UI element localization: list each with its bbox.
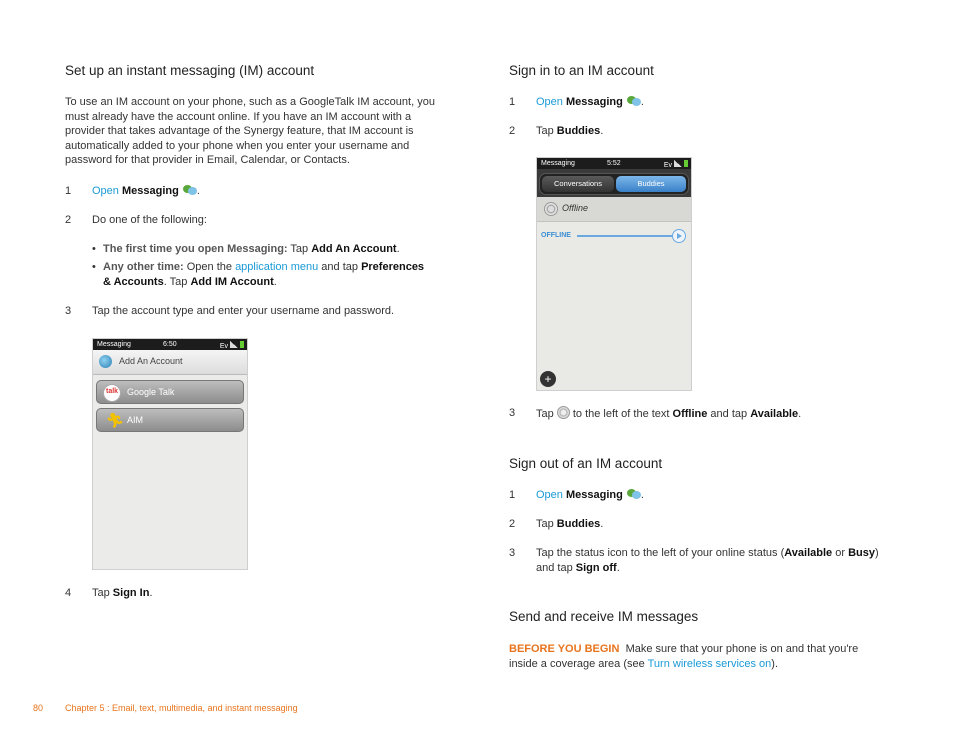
section-heading-signout: Sign out of an IM account <box>509 456 663 471</box>
step-number: 2 <box>509 125 516 137</box>
signout-step-1: 1 Open Messaging . <box>509 489 644 501</box>
my-status-row <box>537 197 691 222</box>
status-indicators: Ev <box>664 160 688 167</box>
step-number: 1 <box>509 489 516 501</box>
signal-icon <box>674 160 682 167</box>
chapter-footer: Chapter 5 : Email, text, multimedia, and instant messaging <box>65 703 298 713</box>
messaging-icon <box>183 184 197 195</box>
page-number: 80 <box>33 703 44 713</box>
battery-icon <box>684 160 688 167</box>
status-bar <box>537 158 691 169</box>
add-account-icon <box>99 355 112 368</box>
bullet-other-time: • Any other time: Open the application menu and tap Preferences & Accounts. Tap Add IM Account. <box>92 261 425 288</box>
step-number: 2 <box>509 518 516 530</box>
step-text: Tap the account type and enter your username and password. <box>92 305 395 317</box>
application-menu-link[interactable]: application menu <box>235 261 319 273</box>
section-heading-send: Send and receive IM messages <box>509 609 699 624</box>
clock: 5:52 <box>607 160 621 167</box>
phone-screenshot-buddies <box>536 157 692 391</box>
step-number: 3 <box>509 407 516 419</box>
tab-conversations[interactable]: Conversations <box>542 176 614 192</box>
messaging-icon <box>627 95 641 106</box>
app-menu-label: Messaging <box>97 341 131 348</box>
step-number: 3 <box>509 547 516 559</box>
bullet-dot: • <box>92 243 96 255</box>
status-icon <box>557 406 570 419</box>
setup-step-1: 1 Open Messaging . <box>65 185 200 197</box>
battery-icon <box>240 341 244 348</box>
step-text: Do one of the following: <box>92 214 207 226</box>
add-an-account-label: Add An Account <box>311 243 397 255</box>
signin-step-3: 3 Tap to the left of the text Offline and tap Available. <box>509 407 802 420</box>
step-number: 2 <box>65 214 72 226</box>
section-heading-signin: Sign in to an IM account <box>509 63 654 78</box>
before-you-begin-label: BEFORE YOU BEGIN <box>509 643 620 655</box>
setup-step-4: 4 Tap Sign In. <box>65 587 153 599</box>
open-link[interactable]: Open <box>536 96 563 108</box>
phone-screenshot-add-account <box>92 338 248 570</box>
group-label-offline: OFFLINE <box>541 232 571 239</box>
step-number: 1 <box>65 185 72 197</box>
add-buddy-icon[interactable]: + <box>540 371 556 387</box>
turn-wireless-services-on-link[interactable]: Turn wireless services on <box>647 657 772 670</box>
status-bar <box>93 339 247 350</box>
intro-paragraph: To use an IM account on your phone, such as a GoogleTalk IM account, you must already have the account online. If you have an IM account with a provider that takes advantage of the Synergy feature, that IM account is automatically added to your phone when you enter your username and password for that provider in Email, Calendar, or Contacts. <box>65 96 435 166</box>
status-indicators: Ev <box>220 341 244 348</box>
step-number: 4 <box>65 587 72 599</box>
add-im-account-label: Add IM Account <box>190 275 274 288</box>
group-divider <box>577 235 677 237</box>
signin-step-1: 1 Open Messaging . <box>509 96 644 108</box>
sign-in-label: Sign In <box>112 587 150 599</box>
open-link[interactable]: Open <box>92 185 119 197</box>
expand-group-icon[interactable] <box>672 229 686 243</box>
buddies-label: Buddies <box>556 125 601 137</box>
bullet-dot: • <box>92 261 96 273</box>
messaging-icon <box>627 488 641 499</box>
google-talk-icon: talk <box>103 384 121 402</box>
sign-off-label: Sign off <box>575 561 617 574</box>
tab-buddies[interactable]: Buddies <box>616 176 686 192</box>
signout-step-2: 2 Tap Buddies. <box>509 518 604 530</box>
signin-step-2: 2 Tap Buddies. <box>509 125 604 137</box>
setup-step-2 <box>65 213 365 228</box>
aim-icon: 🏃︎ <box>106 412 124 428</box>
signal-icon <box>230 341 238 348</box>
status-icon[interactable] <box>544 202 558 216</box>
account-row-aim[interactable]: 🏃︎ AIM <box>96 408 244 432</box>
setup-step-3 <box>65 304 445 319</box>
account-row-google-talk[interactable]: talk Google Talk <box>96 380 244 404</box>
clock: 6:50 <box>163 341 177 348</box>
bullet-first-time: • The first time you open Messaging: Tap Add An Account. <box>92 243 400 255</box>
add-account-row[interactable]: Add An Account <box>93 350 247 375</box>
messaging-label: Messaging <box>121 185 179 197</box>
signout-step-3: 3 Tap the status icon to the left of your online status (Available or Busy) and tap Sign off. <box>509 547 879 574</box>
app-menu-label: Messaging <box>541 160 575 167</box>
before-you-begin-note: BEFORE YOU BEGIN Make sure that your phone is on and that you're inside a coverage area (see Turn wireless services on). <box>509 643 859 670</box>
section-heading-setup: Set up an instant messaging (IM) account <box>65 63 315 78</box>
step-number: 3 <box>65 305 72 317</box>
step-number: 1 <box>509 96 516 108</box>
open-link[interactable]: Open <box>536 489 563 501</box>
view-toggle <box>539 173 689 195</box>
status-text: Offline <box>562 203 589 213</box>
